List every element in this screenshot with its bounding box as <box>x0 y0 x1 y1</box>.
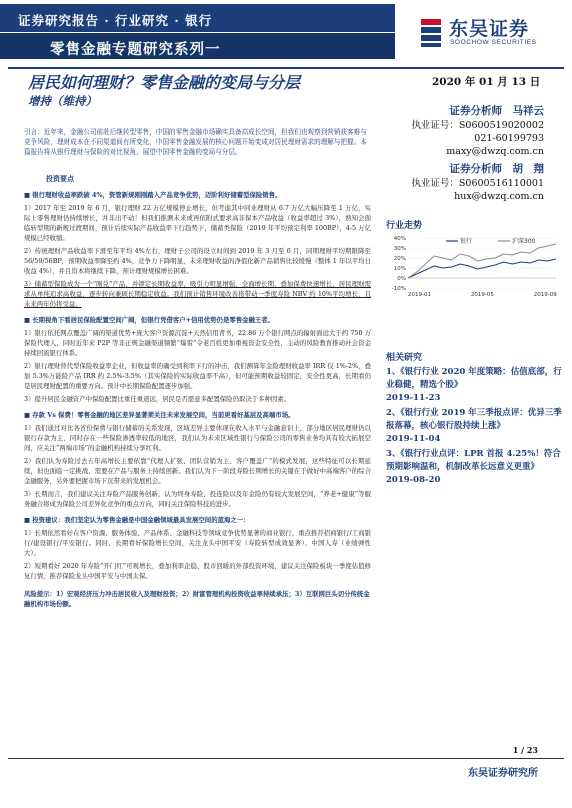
body-paragraph: 3）储蓄型保险成为一个“刚兑”产品，并锁定长期收益率，吸引力明显增强，全面增长期，叠加保费快速增长，居民理财需求从单纯追求高收益，逐步转向兼顾长期稳定收益。我们预计销售环境改善将带动一季度寿险 NBV 约 10%平均增长，且未来两年仍将受益。 <box>24 280 371 308</box>
series-banner: 零售金融专题研究系列一 <box>0 33 395 59</box>
related-item-title: 1、《银行行业 2020 年度策略：估值底部，行业稳健，精选个股》 <box>386 367 562 390</box>
footer-rule <box>8 758 564 759</box>
section-heading: ■ 存款 Vs 保费！零售金融的地区差异显著须关注未来发展空间，当前更看好基层及高端市场。 <box>24 410 371 420</box>
related-research-list <box>386 366 564 489</box>
analyst-license: 执业证号：S0600519020002 <box>411 120 544 131</box>
header-rule <box>8 67 564 69</box>
related-item[interactable] <box>386 366 564 405</box>
body-paragraph: 3）长期而言，我们建议关注寿险产品服务创新，认为终身寿险、投连险以及年金险仍有较大发展空间，“养老+健康”等服务融合将成为保险公司差异化竞争的重点方向，同时关注保险科技的进步。 <box>24 490 371 508</box>
intro-summary: 引言：近年来，金融公司前赴后继转型零售，中国的零售金融市场确实具备高成长空间，但我们也观察到营销获客难与竞争风险，理财成本在不同渠道间有所变化，中国零售金融发展的核心问题开始变成对居民理财需求的理解与把握。本篇报告将从银行理财与保险的对比视角，展望中国零售金融的变局与分层。 <box>24 128 367 156</box>
related-item-title: 3、《银行行业点评：LPR 首报 4.25%！符合预期影响温和，机制改革长远意义更重》 <box>386 449 561 472</box>
series-line-沪深300 <box>408 244 556 278</box>
rating: 增持（维持） <box>28 94 97 108</box>
legend-label: 银行 <box>460 238 473 245</box>
y-tick-label: 20% <box>393 256 406 262</box>
analyst-phone: 021-60199793 <box>474 133 544 144</box>
related-item-date: 2019-11-04 <box>386 434 441 444</box>
body-paragraph: 2）短期看好 2020 年寿险“开门红”可观增长，叠加利率企稳、股市回暖的外部投资环境，建议关注保险板块一季度估值修复行情，推荐保险龙头中国平安与中国太保。 <box>24 562 371 580</box>
body-paragraph: 2）传统理财产品收益率下滑至年平均 4%左右，理财子公司的设立时间到 2019 年 3 月至 6 月，同期理财平均期限降至 56/59/56BP，预期收益率降至约 4%，竞争力下降明显，未来理财收益的净值化新产品销售比较缓慢（整体 1 年以平均日收益 4%），并且资本将继续下降，预计理财规模增长困难。 <box>24 247 371 275</box>
analyst-name: 证券分析师 胡 翔 <box>449 163 544 175</box>
logo-text-cn: 东吴证券 <box>449 18 530 40</box>
x-tick-label: 2019-09 <box>533 292 557 298</box>
trend-chart-svg <box>386 232 562 302</box>
series-line-银行 <box>408 259 556 278</box>
y-tick-label: 10% <box>393 266 406 272</box>
related-item-date: 2019-08-20 <box>386 475 441 485</box>
body-paragraph: 3）提升居民金融资产中保险配置比重任重道远，居民是否愿意多配置保险仍取决于多种因素。 <box>24 395 291 403</box>
analyst-2 <box>411 162 544 203</box>
section-heading: ■ 银行理财收益率跌破 4%，资管新规刚刚踏入产品竞争优势，迈阶利好储蓄型保险销售。 <box>24 190 371 200</box>
body-paragraph: 1）长期依然看好在客户资源、服务体验、产品体系、金融科技等领域竞争优势显著的商业银行，重点推荐招商银行/工商银行/建设银行/平安银行。同时，长期看好保险增长空间，关注龙头中国平安（寿险转型成效显著）、中国人寿（业绩弹性大）。 <box>24 529 371 557</box>
trend-chart <box>386 232 562 302</box>
x-tick-label: 2019-01 <box>408 292 431 298</box>
report-date: 2020 年 01 月 13 日 <box>432 76 541 88</box>
body-paragraph: 1）2017 年至 2019 年 6 月，银行理财 22 万亿规模停止增长，但考虑其中同业理财从 6.7 万亿大幅压降至 1 万亿，实际上零售理财仍持续增长，并非出不动！但我们推测未来或再依附式要求高非保本产品收益（收益率超过 3%），熟知会面临转型期的新规过渡期间，预计后续实际产品收益率下行趋势下，储蓄类保险（2019 年平均预定利率 100BP），4-5 万亿规模已经收缩。 <box>24 204 371 242</box>
footer-org: 东吴证券研究所 <box>468 768 538 779</box>
risk-warning: 风险提示：1）宏观经济压力冲击居民收入及理财投资；2）财富管理机构投资收益率持续承压；3）互联网巨头切分传统金融机构市场份额。 <box>24 590 370 608</box>
analyst-email[interactable]: maxy@dwzq.com.cn <box>446 146 544 157</box>
y-tick-label: 0% <box>397 276 406 282</box>
y-tick-label: -10% <box>391 286 406 292</box>
investment-points-heading: 投资要点 <box>46 174 74 183</box>
body-paragraph: 1）我们通过对比各省份保费与银行储蓄的关系发现，区域差异主要体现在收入水平与金融意识上，部分地区居民理财仍以银行存款为主，同时存在一些保险渗透率较低的地区，我们认为未来区域性银行与保险公司的零售业务均具有较大拓展空间，应关注“两端市场”的金融机构持续分享红利。 <box>24 424 371 452</box>
page-number: 1 / 23 <box>512 745 538 755</box>
related-item-title: 2、《银行行业 2019 年三季报点评：优异三季报落幕，核心银行股持续上涨》 <box>386 408 562 431</box>
report-body <box>24 184 371 609</box>
legend-label: 沪深300 <box>512 238 536 245</box>
body-paragraph: 2）我们认为寿险过去五年高增长主要依靠“代理人扩张、团队营销为主、客户覆盖广”的模式发展，这些特征可以长期延续，但也面临一定挑战，需要在产品与服务上持续创新。我们认为下一阶段寿险长期增长的关键在于做好中高端客户的综合金融服务，另外要把握市场下沉带来的发展机会。 <box>24 457 371 485</box>
related-item[interactable] <box>386 448 564 487</box>
report-title: 居民如何理财？零售金融的变局与分层 <box>28 73 301 92</box>
section-heading: ■ 长期视角下看居民保险配置空间广阔，但银行凭借客户+信用优势仍是零售金融王者。 <box>24 315 371 325</box>
analyst-1 <box>411 104 544 158</box>
trend-title: 行业走势 <box>386 221 423 231</box>
y-tick-label: 30% <box>393 246 406 252</box>
analyst-name: 证券分析师 马祥云 <box>449 105 544 117</box>
y-tick-label: 40% <box>393 236 406 242</box>
analyst-email[interactable]: hux@dwzq.com.cn <box>454 191 544 202</box>
section-heading: ■ 投资建议：我们坚定认为零售金融是中国金融领域最具发展空间的蓝海之一： <box>24 515 371 525</box>
body-paragraph: 1）银行依托网点覆盖广阔的渠道优势+庞大客户资源沉淀+天然信用背书，22.86 万个银行网点的辐射面远大于约 750 万保险代理人，同时近年来 P2P 等非正规金融渠道频繁“爆雷”令老百姓更加重视资金安全性，主动的风险教育推动社会资金持续回流银行体系。 <box>24 329 371 357</box>
logo-text-en: SOOCHOW SECURITIES <box>450 39 537 46</box>
body-paragraph: 2）银行理财替代型保险收益率企业，但收益率的确受到利率下行的冲击，我们测算年金险理财收益率 IRR 仅 1%-2%，叠加 5.3%万能险产品 IRR 约 2.5%-3.5%（其实保险的实际收益率不高），但可能预期收益较固定，安全性更高，长期看仍是居民理财配置的重要方向。预计中长期保险配置逐步加强。 <box>24 362 371 390</box>
related-item[interactable] <box>386 407 564 446</box>
related-title: 相关研究 <box>386 353 423 363</box>
analyst-license: 执业证号：S0600516110001 <box>411 178 544 189</box>
company-logo <box>419 10 569 58</box>
x-tick-label: 2019-05 <box>470 292 494 298</box>
breadcrumb: 证券研究报告 · 行业研究 · 银行 <box>0 4 395 32</box>
logo-mark-icon <box>419 18 443 48</box>
report-header <box>0 0 572 62</box>
related-item-date: 2019-11-23 <box>386 393 441 403</box>
